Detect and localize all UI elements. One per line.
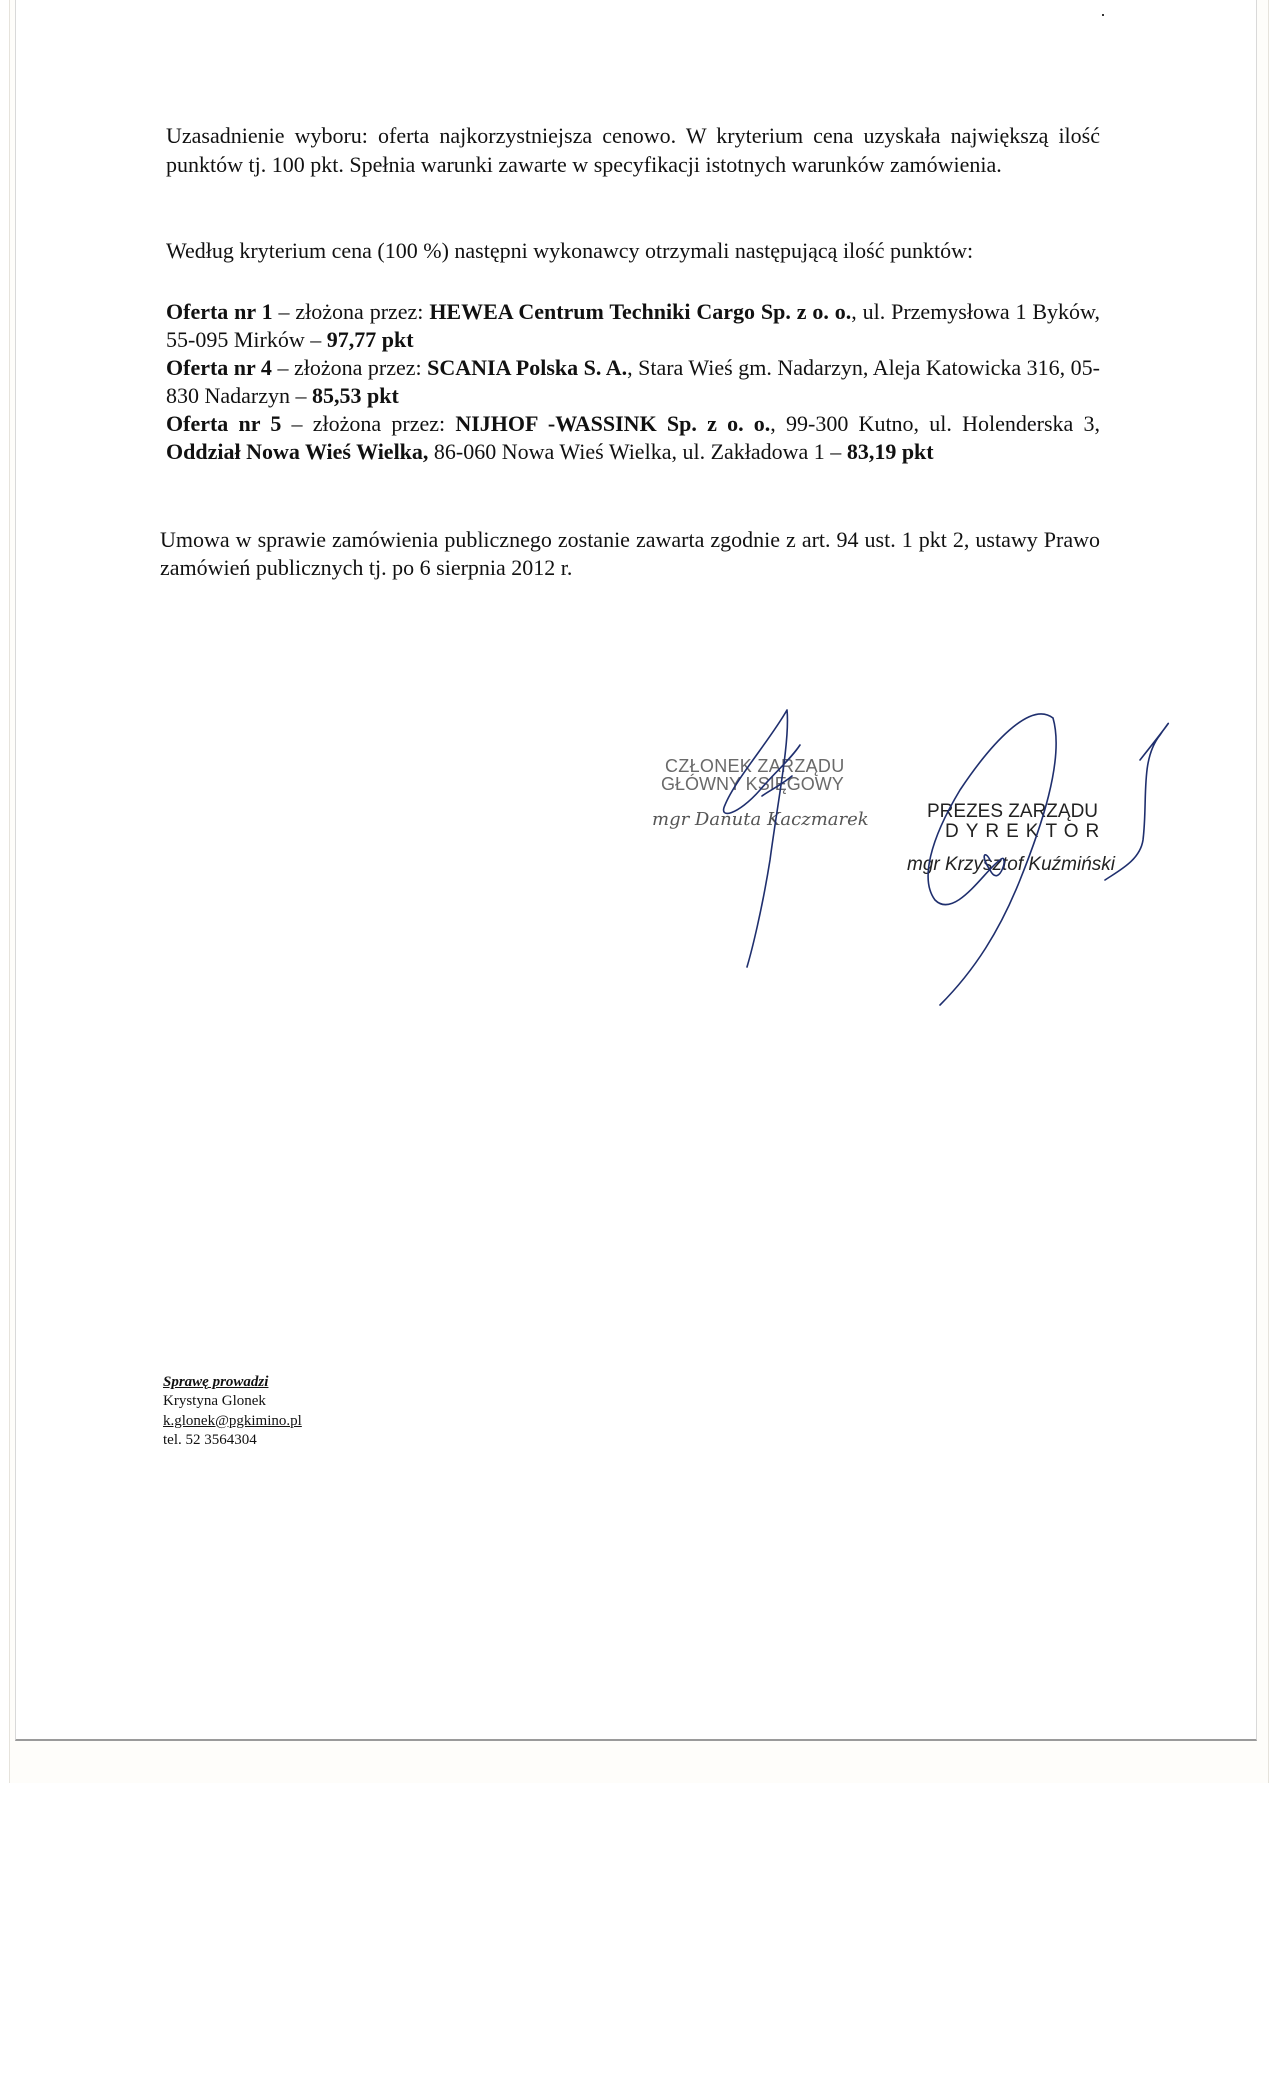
left-stamp-name: mgr Danuta Kaczmarek (652, 809, 869, 830)
offer-points: 97,77 pkt (326, 327, 414, 352)
left-stamp-title: CZŁONEK ZARZĄDU (665, 756, 845, 776)
justification-paragraph: Uzasadnienie wyboru: oferta najkorzystniejsza cenowo. W kryterium cena uzyskała największą ilość punktów tj. 100 pkt. Spełnia warunki zawarte w specyfikacji istotnych warunków zamówienia. (166, 123, 1100, 177)
criterion-intro-paragraph: Według kryterium cena (100 %) następni wykonawcy otrzymali następującą ilość punktów: (166, 238, 974, 263)
right-stamp-name: mgr Krzysztof Kuźmiński (907, 854, 1115, 875)
right-stamp-title: PREZES ZARZĄDU (927, 801, 1099, 822)
scan-speck (1102, 14, 1104, 16)
offer-submitted-by: – złożona przez: (271, 355, 428, 380)
offer-address: , 99-300 Kutno, ul. Holenderska 3, (770, 411, 1101, 436)
offer-item (166, 298, 1100, 354)
offer-address: , ul. Przemysłowa 1 Byków, 55-095 Mirków – (166, 299, 1101, 352)
contact-email[interactable]: k.glonek@pgkimino.pl (163, 1412, 302, 1429)
offer-label: Oferta nr 4 (166, 355, 272, 380)
offer-submitted-by: – złożona przez: (272, 299, 430, 324)
contact-label: Sprawę prowadzi (163, 1374, 269, 1390)
right-stamp-subtitle: DYREKTOR (945, 821, 1107, 842)
offer-branch: Oddział Nowa Wieś Wielka, (166, 439, 429, 464)
contact-phone: tel. 52 3564304 (163, 1431, 257, 1448)
offer-points: 85,53 pkt (312, 383, 399, 408)
offer-company: NIJHOF -WASSINK Sp. z o. o. (455, 411, 771, 436)
offer-address: , Stara Wieś gm. Nadarzyn, Aleja Katowicka 316, 05-830 Nadarzyn – (166, 355, 1100, 408)
offer-points: 83,19 pkt (846, 439, 934, 464)
left-stamp-subtitle: GŁÓWNY KSIĘGOWY (661, 774, 844, 794)
contact-name: Krystyna Glonek (163, 1393, 266, 1410)
offer-submitted-by: – złożona przez: (281, 411, 456, 436)
offers-list (166, 298, 1100, 466)
offer-company: SCANIA Polska S. A. (427, 355, 628, 380)
offer-company: HEWEA Centrum Techniki Cargo Sp. z o. o. (429, 299, 852, 324)
contract-paragraph: Umowa w sprawie zamówienia publicznego zostanie zawarta zgodnie z art. 94 ust. 1 pkt 2, ustawy Prawo zamówień publicznych tj. po 6 sierpnia 2012 r. (160, 527, 1100, 580)
offer-branch-address: 86-060 Nowa Wieś Wielka, ul. Zakładowa 1 – (428, 439, 847, 464)
offer-item (166, 410, 1100, 466)
offer-label: Oferta nr 1 (166, 299, 273, 324)
offer-label: Oferta nr 5 (166, 411, 282, 436)
offer-item (166, 354, 1100, 410)
contact-block (163, 1373, 302, 1450)
